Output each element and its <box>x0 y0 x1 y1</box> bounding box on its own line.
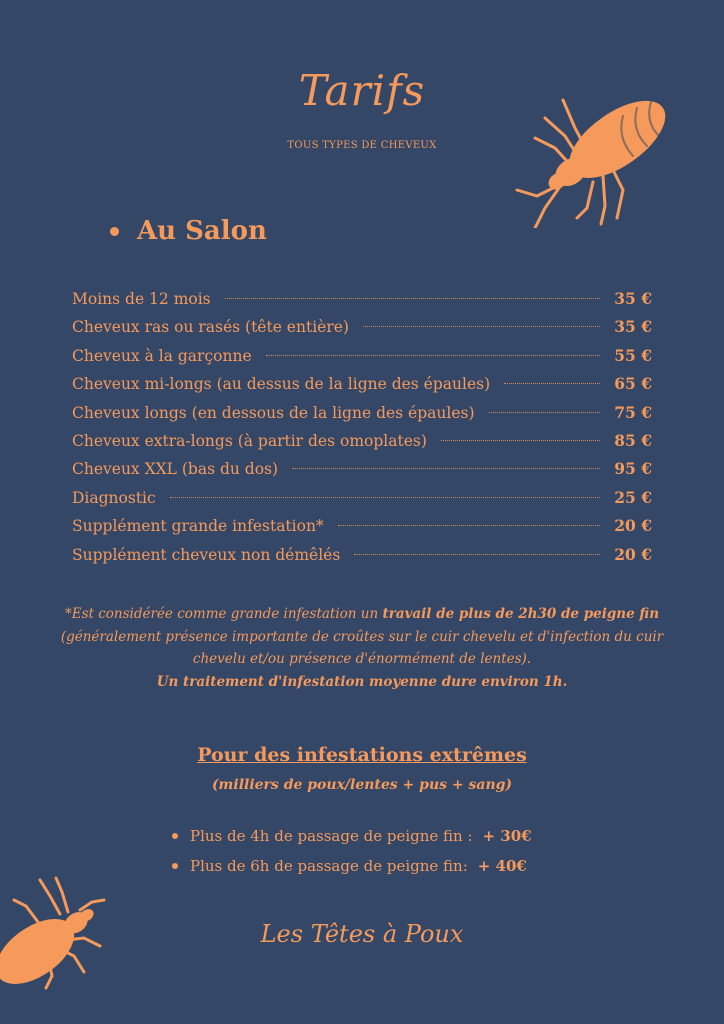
bullet-icon <box>172 833 178 839</box>
price-label: Cheveux ras ou rasés (tête entière) <box>72 318 349 337</box>
extreme-label: Plus de 6h de passage de peigne fin: <box>190 857 468 875</box>
extreme-amount: + 40€ <box>477 857 527 875</box>
bullet-icon <box>110 227 119 236</box>
dotted-leader <box>354 554 600 555</box>
price-list <box>72 289 652 573</box>
note-duration: Un traitement d'infestation moyenne dure environ 1h. <box>156 673 568 690</box>
price-label: Cheveux XXL (bas du dos) <box>72 460 279 479</box>
dotted-leader <box>292 468 600 469</box>
bullet-icon <box>172 863 178 869</box>
price-row <box>72 403 652 431</box>
price-value: 20 € <box>614 544 652 564</box>
salon-signature: Les Têtes à Poux <box>260 920 464 948</box>
price-row <box>72 431 652 459</box>
price-row <box>72 289 652 317</box>
price-label: Supplément cheveux non démêlés <box>72 545 341 564</box>
price-value: 85 € <box>614 430 652 450</box>
extreme-amount: + 30€ <box>482 827 532 845</box>
dotted-leader <box>504 383 600 384</box>
extreme-list <box>172 821 532 881</box>
dotted-leader <box>489 412 601 413</box>
price-value: 25 € <box>614 487 652 507</box>
price-value: 35 € <box>614 317 652 337</box>
section-heading-label: Au Salon <box>137 216 267 246</box>
price-row <box>72 346 652 374</box>
section-heading-salon <box>110 216 267 246</box>
note-emphasis: travail de plus de 2h30 de peigne fin <box>382 606 660 622</box>
price-value: 75 € <box>614 402 652 422</box>
dotted-leader <box>363 326 600 327</box>
dotted-leader <box>338 525 600 526</box>
price-row <box>72 459 652 487</box>
dotted-leader <box>225 298 600 299</box>
price-row <box>72 545 652 573</box>
extreme-label: Plus de 4h de passage de peigne fin : <box>190 827 473 845</box>
note-text: *Est considérée comme grande infestation un <box>64 606 383 622</box>
price-label: Cheveux longs (en dessous de la ligne des épaules) <box>72 403 475 422</box>
dotted-leader <box>266 355 600 356</box>
price-row <box>72 488 652 516</box>
price-label: Cheveux extra-longs (à partir des omoplates) <box>72 431 427 450</box>
page-subtitle: TOUS TYPES DE CHEVEUX <box>287 140 437 151</box>
price-label: Cheveux à la garçonne <box>72 346 252 365</box>
list-item <box>172 851 532 881</box>
note-detail: (généralement présence importante de croûtes sur le cuir chevelu et d'infection du cuir chevelu et/ou présence d'énormément de lentes). <box>60 628 664 667</box>
extreme-heading: Pour des infestations extrêmes <box>197 744 527 766</box>
page-title: Tarifs <box>298 66 426 115</box>
price-row <box>72 317 652 345</box>
price-value: 35 € <box>614 289 652 308</box>
price-label: Supplément grande infestation* <box>72 517 324 536</box>
list-item <box>172 821 532 851</box>
price-row <box>72 374 652 402</box>
price-label: Moins de 12 mois <box>72 290 211 308</box>
price-label: Diagnostic <box>72 488 156 507</box>
price-value: 55 € <box>614 345 652 365</box>
infestation-note <box>60 603 664 693</box>
price-value: 65 € <box>614 374 652 394</box>
louse-icon <box>505 78 675 228</box>
dotted-leader <box>170 497 600 498</box>
dotted-leader <box>441 440 600 441</box>
extreme-subheading: (milliers de poux/lentes + pus + sang) <box>211 777 513 793</box>
price-row <box>72 516 652 544</box>
price-value: 20 € <box>614 516 652 536</box>
price-value: 95 € <box>614 459 652 479</box>
price-label: Cheveux mi-longs (au dessus de la ligne des épaules) <box>72 375 491 394</box>
